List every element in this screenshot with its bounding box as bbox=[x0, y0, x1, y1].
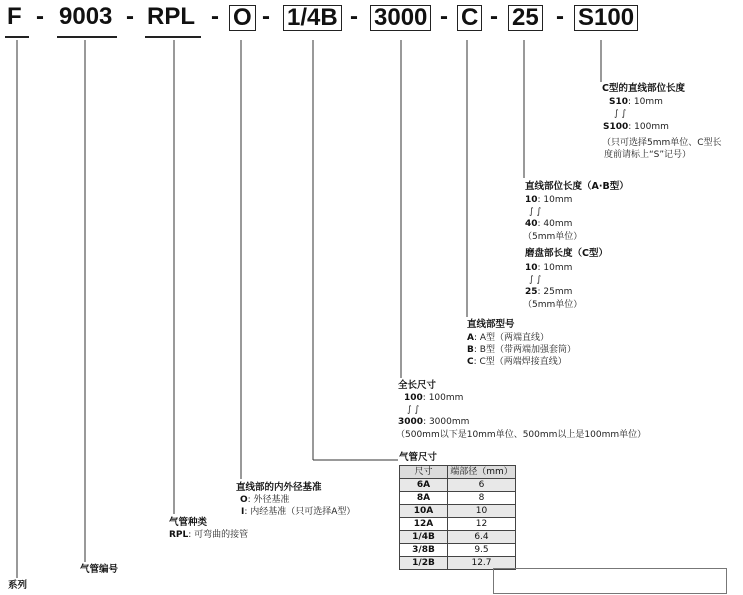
len-max-key: 3000 bbox=[398, 417, 424, 427]
code-c-straight-box: S100 bbox=[574, 5, 638, 31]
code-number: 9003 bbox=[59, 3, 113, 30]
ab-max-key: 40 bbox=[525, 219, 538, 229]
ab-max-row bbox=[525, 218, 572, 230]
size-table-header-size: 尺寸 bbox=[400, 466, 448, 479]
disc-tilde: ∫ ∫ bbox=[529, 275, 542, 285]
len-max-row bbox=[398, 416, 469, 428]
dash: - bbox=[440, 3, 448, 30]
dia-cell: 10 bbox=[448, 505, 516, 518]
label-straight-type-title: 直线部型号 bbox=[467, 319, 515, 330]
label-length-title: 全长尺寸 bbox=[398, 380, 437, 391]
code-straight-type-box: C bbox=[457, 5, 482, 31]
len-note: （500mm以下是10mm单位、500mm以上是100mm单位） bbox=[396, 430, 647, 440]
dia-cell: 8 bbox=[448, 492, 516, 505]
code-cut-length-box: 25 bbox=[508, 5, 543, 31]
st-a-value: : A型（两端直线） bbox=[473, 333, 550, 343]
disc-min-value: : 10mm bbox=[537, 263, 573, 273]
st-c-value: : C型（两端焊接直线） bbox=[473, 357, 567, 367]
label-number: 气管编号 bbox=[80, 564, 119, 575]
cs-min-value: : 10mm bbox=[628, 97, 663, 107]
st-b-value: : B型（带两端加强套筒） bbox=[473, 345, 576, 355]
dia-cell: 9.5 bbox=[448, 544, 516, 557]
size-table-header-dia: 端部径（mm） bbox=[448, 466, 516, 479]
table-row bbox=[400, 479, 516, 492]
size-cell: 8A bbox=[400, 492, 448, 505]
type-rpl-row bbox=[169, 529, 248, 541]
table-row bbox=[400, 531, 516, 544]
dia-cell: 6.4 bbox=[448, 531, 516, 544]
disc-max-value: : 25mm bbox=[537, 287, 573, 297]
code-diameter-box: O bbox=[229, 5, 256, 31]
underline-number bbox=[57, 36, 117, 38]
size-cell: 6A bbox=[400, 479, 448, 492]
dash: - bbox=[262, 3, 270, 30]
label-type-title: 气管种类 bbox=[169, 517, 208, 528]
table-row bbox=[400, 544, 516, 557]
label-disc-length-title: 磨盘部长度（C型） bbox=[525, 248, 608, 259]
underline-type bbox=[145, 36, 201, 38]
ab-max-value: : 40mm bbox=[537, 219, 573, 229]
cs-note-line1: （只可选择5mm单位、C型长 bbox=[602, 138, 722, 148]
disc-max-row bbox=[525, 286, 572, 298]
dash: - bbox=[350, 3, 358, 30]
ab-min-value: : 10mm bbox=[537, 195, 573, 205]
dia-cell: 6 bbox=[448, 479, 516, 492]
cs-min-row bbox=[609, 96, 663, 108]
label-series: 系列 bbox=[8, 580, 28, 591]
code-series: F bbox=[7, 3, 22, 30]
disc-min-row bbox=[525, 262, 572, 274]
ab-tilde: ∫ ∫ bbox=[529, 207, 542, 217]
size-cell: 3/8B bbox=[400, 544, 448, 557]
table-row bbox=[400, 505, 516, 518]
underline-series bbox=[5, 36, 29, 38]
label-c-straight-title: C型的直线部位长度 bbox=[602, 83, 685, 94]
cs-tilde: ∫ ∫ bbox=[614, 109, 627, 119]
cs-max-row bbox=[603, 121, 669, 133]
dia-i-key: I bbox=[241, 507, 245, 517]
dia-cell: 12 bbox=[448, 518, 516, 531]
label-diameter-title: 直线部的内外径基准 bbox=[236, 482, 322, 493]
size-cell: 10A bbox=[400, 505, 448, 518]
dia-o-key: O bbox=[240, 495, 248, 505]
len-min-value: : 100mm bbox=[422, 393, 464, 403]
cs-max-key: S100 bbox=[603, 122, 629, 132]
dia-i-value: : 内经基准（只可选择A型） bbox=[244, 507, 356, 517]
st-b-key: B bbox=[467, 345, 474, 355]
type-rpl-key: RPL bbox=[169, 530, 189, 540]
st-c-row bbox=[467, 356, 567, 368]
disc-min-key: 10 bbox=[525, 263, 538, 273]
ab-min-key: 10 bbox=[525, 195, 538, 205]
table-row bbox=[400, 518, 516, 531]
size-cell: 1/2B bbox=[400, 557, 448, 570]
st-b-row bbox=[467, 344, 576, 356]
dash: - bbox=[211, 3, 219, 30]
code-size-box: 1/4B bbox=[283, 5, 342, 31]
size-cell: 1/4B bbox=[400, 531, 448, 544]
label-size-title: 气管尺寸 bbox=[399, 452, 438, 463]
len-tilde: ∫ ∫ bbox=[407, 405, 420, 415]
dia-cell: 12.7 bbox=[448, 557, 516, 570]
len-min-key: 100 bbox=[404, 393, 423, 403]
disc-max-key: 25 bbox=[525, 287, 538, 297]
st-c-key: C bbox=[467, 357, 474, 367]
label-ab-length-title: 直线部位长度（A·B型） bbox=[525, 181, 629, 192]
code-length-box: 3000 bbox=[370, 5, 431, 31]
dia-o-value: : 外径基准 bbox=[247, 495, 290, 505]
dash: - bbox=[126, 3, 134, 30]
cs-min-key: S10 bbox=[609, 97, 629, 107]
bottom-frame bbox=[493, 568, 727, 594]
code-type: RPL bbox=[147, 3, 195, 30]
dash: - bbox=[490, 3, 498, 30]
st-a-key: A bbox=[467, 333, 474, 343]
cs-note-line2: 度前请标上“S”记号） bbox=[604, 150, 692, 160]
dash: - bbox=[36, 3, 44, 30]
len-max-value: : 3000mm bbox=[423, 417, 470, 427]
table-row bbox=[400, 492, 516, 505]
ab-note: （5mm单位） bbox=[523, 232, 583, 242]
st-a-row bbox=[467, 332, 549, 344]
ab-min-row bbox=[525, 194, 572, 206]
size-cell: 12A bbox=[400, 518, 448, 531]
len-min-row bbox=[404, 392, 463, 404]
cs-max-value: : 100mm bbox=[628, 122, 669, 132]
disc-note: （5mm单位） bbox=[523, 300, 583, 310]
type-rpl-value: : 可弯曲的接管 bbox=[188, 530, 249, 540]
size-table-header bbox=[400, 466, 516, 479]
dia-i-row bbox=[241, 506, 355, 518]
dash: - bbox=[556, 3, 564, 30]
size-table bbox=[399, 465, 516, 570]
dia-o-row bbox=[240, 494, 290, 506]
